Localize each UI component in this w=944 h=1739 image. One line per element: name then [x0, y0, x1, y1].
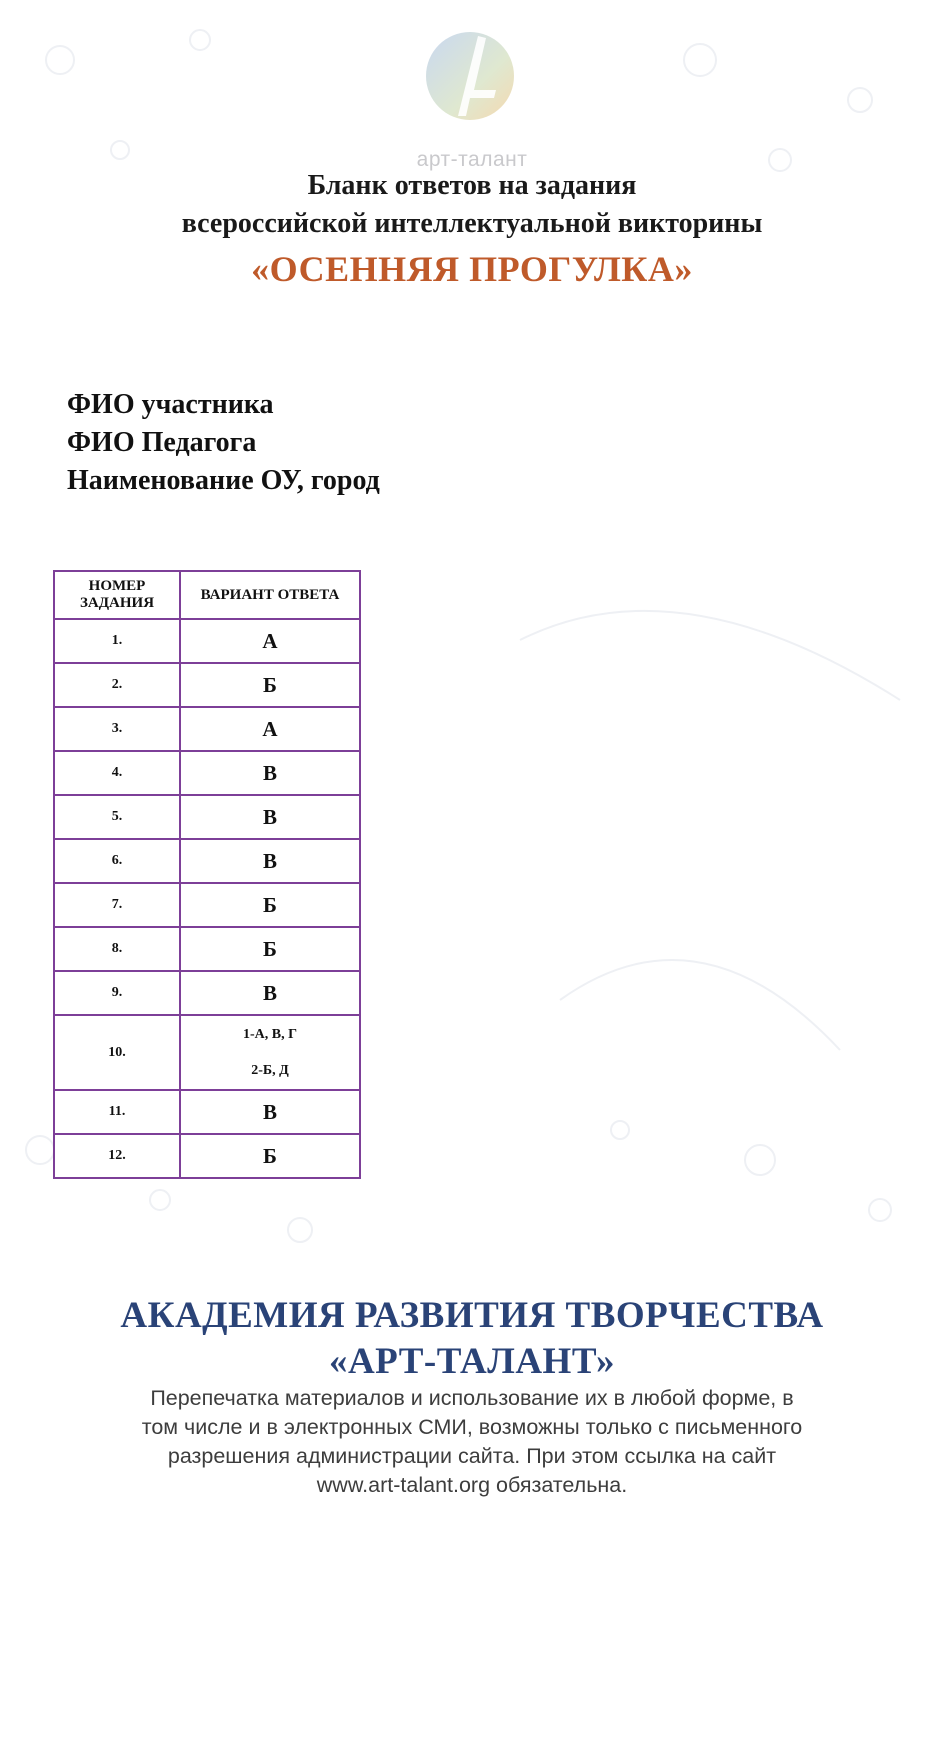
- task-answer: В: [180, 839, 360, 883]
- header-task-number-line1: НОМЕР: [88, 578, 146, 594]
- task-answer: В: [180, 971, 360, 1015]
- table-row: [54, 707, 360, 751]
- task-answer: В: [180, 1090, 360, 1134]
- task-number: 8.: [54, 927, 180, 971]
- task-number: 12.: [54, 1134, 180, 1178]
- form-title-line1: Бланк ответов на задания: [307, 170, 637, 201]
- copyright-notice-line4: www.art-talant.org обязательна.: [316, 1473, 628, 1497]
- table-row: [54, 751, 360, 795]
- task-answer: В: [180, 751, 360, 795]
- header-answer-variant: ВАРИАНТ ОТВЕТА: [180, 571, 360, 619]
- table-row: [54, 1134, 360, 1178]
- organization-name-line1: АКАДЕМИЯ РАЗВИТИЯ ТВОРЧЕСТВА: [120, 1295, 824, 1336]
- logo-text: арт-талант: [416, 148, 528, 171]
- task-number: 11.: [54, 1090, 180, 1134]
- copyright-notice-line2: том числе и в электронных СМИ, возможны только с письменного: [141, 1415, 803, 1439]
- quiz-name: «ОСЕННЯЯ ПРОГУЛКА»: [251, 249, 693, 289]
- task-answer: Б: [180, 927, 360, 971]
- task-answer: А: [180, 619, 360, 663]
- copyright-notice-line1: Перепечатка материалов и использование их в любой форме, в: [150, 1386, 794, 1410]
- task-answer: Б: [180, 1134, 360, 1178]
- task-answer: Б: [180, 883, 360, 927]
- table-header-row: [54, 571, 360, 619]
- task-number: 4.: [54, 751, 180, 795]
- participant-fields: [67, 386, 380, 500]
- task-number: 3.: [54, 707, 180, 751]
- task-answer-line1: 1-А, В, Г: [242, 1026, 298, 1042]
- table-row: [54, 663, 360, 707]
- table-row: [54, 883, 360, 927]
- table-row: [54, 619, 360, 663]
- task-answer: Б: [180, 663, 360, 707]
- form-title-line2: всероссийской интеллектуальной викторины: [181, 208, 763, 239]
- answers-table: [53, 570, 361, 1179]
- copyright-notice-line3: разрешения администрации сайта. При этом ссылка на сайт: [167, 1444, 777, 1468]
- task-number: 5.: [54, 795, 180, 839]
- task-answer-line2: 2-Б, Д: [251, 1062, 289, 1078]
- organization-name-line2: «АРТ-ТАЛАНТ»: [328, 1341, 616, 1382]
- task-answer-multi: [180, 1015, 360, 1090]
- art-talant-logo-icon: [420, 24, 520, 134]
- teacher-name-label: ФИО Педагога: [67, 427, 257, 458]
- task-number: 10.: [54, 1015, 180, 1090]
- header-task-number: [54, 571, 180, 619]
- table-row: [54, 971, 360, 1015]
- participant-name-label: ФИО участника: [67, 389, 274, 420]
- task-number: 7.: [54, 883, 180, 927]
- task-number: 6.: [54, 839, 180, 883]
- table-row: [54, 927, 360, 971]
- table-row: [54, 1090, 360, 1134]
- task-answer: А: [180, 707, 360, 751]
- task-number: 2.: [54, 663, 180, 707]
- table-row: [54, 795, 360, 839]
- header-task-number-line2: ЗАДАНИЯ: [79, 595, 155, 611]
- task-number: 9.: [54, 971, 180, 1015]
- task-answer: В: [180, 795, 360, 839]
- table-row: [54, 839, 360, 883]
- copyright-notice: [60, 1384, 884, 1500]
- task-number: 1.: [54, 619, 180, 663]
- table-row: [54, 1015, 360, 1090]
- institution-label: Наименование ОУ, город: [67, 465, 380, 496]
